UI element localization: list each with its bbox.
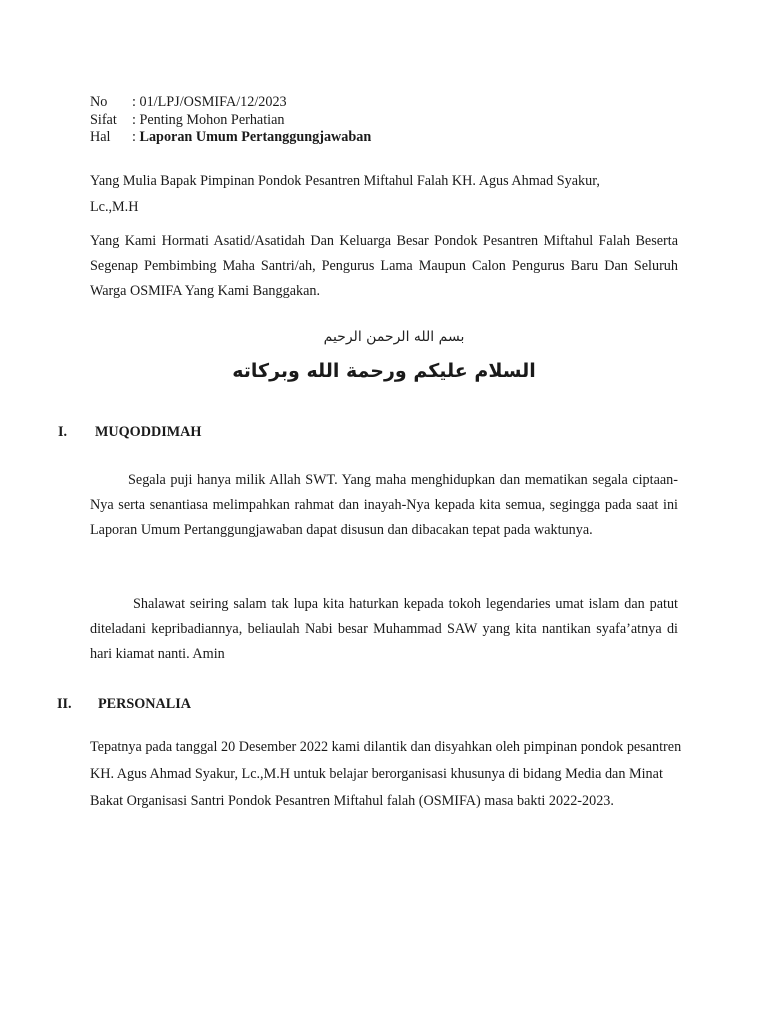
section-1-title: MUQODDIMAH — [95, 424, 202, 440]
meta-row-subject — [90, 129, 371, 147]
section-1-number: I. — [58, 424, 68, 440]
meta-row-number — [90, 94, 371, 112]
meta-subject-label: Hal — [90, 129, 111, 145]
greeting-audience: Yang Kami Hormati Asatid/Asatidah Dan Keluarga Besar Pondok Pesantren Miftahul Falah Beserta Segenap Pembimbing Maha Santri/ah, Pengurus Lama Maupun Calon Pengurus Baru Dan Seluruh Warga OSMIFA Yang Kami Banggakan. — [90, 233, 678, 300]
section-2-title: PERSONALIA — [98, 696, 192, 712]
section-2-paragraph-1: Tepatnya pada tanggal 20 Desember 2022 kami dilantik dan disyahkan oleh pimpinan pondok pesantren KH. Agus Ahmad Syakur, Lc.,M.H untuk belajar berorganisasi khusunya di bidang Media dan Minat Bakat Organisasi Santri Pondok Pesantren Miftahul falah (OSMIFA) masa bakti 2022-2023. — [90, 739, 682, 810]
letter-meta — [90, 94, 371, 147]
meta-nature-label: Sifat — [90, 111, 117, 128]
meta-nature-value: : Penting Mohon Perhatian — [132, 111, 285, 128]
meta-subject-value: Laporan Umum Pertanggungjawaban — [139, 129, 372, 145]
section-2-number: II. — [57, 696, 72, 712]
greeting-leader — [90, 169, 678, 220]
meta-subject-colon: : — [132, 129, 140, 145]
greeting-leader-line-2: Lc.,M.H — [90, 199, 139, 216]
section-1-paragraph-2: Shalawat seiring salam tak lupa kita haturkan kepada tokoh legendaries umat islam dan patut diteladani kepribadiannya, beliaulah Nabi besar Muhammad SAW yang kita nantikan syafa’atnya di hari kiamat nanti. Amin — [90, 596, 678, 663]
meta-number-value: : 01/LPJ/OSMIFA/12/2023 — [132, 94, 287, 110]
greeting-leader-line-1: Yang Mulia Bapak Pimpinan Pondok Pesantren Miftahul Falah KH. Agus Ahmad Syakur, — [90, 173, 600, 189]
meta-row-nature — [90, 112, 371, 130]
basmalah-text: بسم الله الرحمن الرحيم — [323, 329, 465, 345]
meta-number-label: No — [90, 94, 108, 110]
salam-text: السلام عليكم ورحمة الله وبركاته — [232, 360, 536, 382]
section-1-paragraph-1: Segala puji hanya milik Allah SWT. Yang maha menghidupkan dan mematikan segala ciptaan-Nya serta senantiasa melimpahkan rahmat dan inayah-Nya kepada kita semua, segingga pada saat ini Laporan Umum Pertanggungjawaban dapat disusun dan dibacakan tepat pada waktunya. — [90, 472, 678, 539]
